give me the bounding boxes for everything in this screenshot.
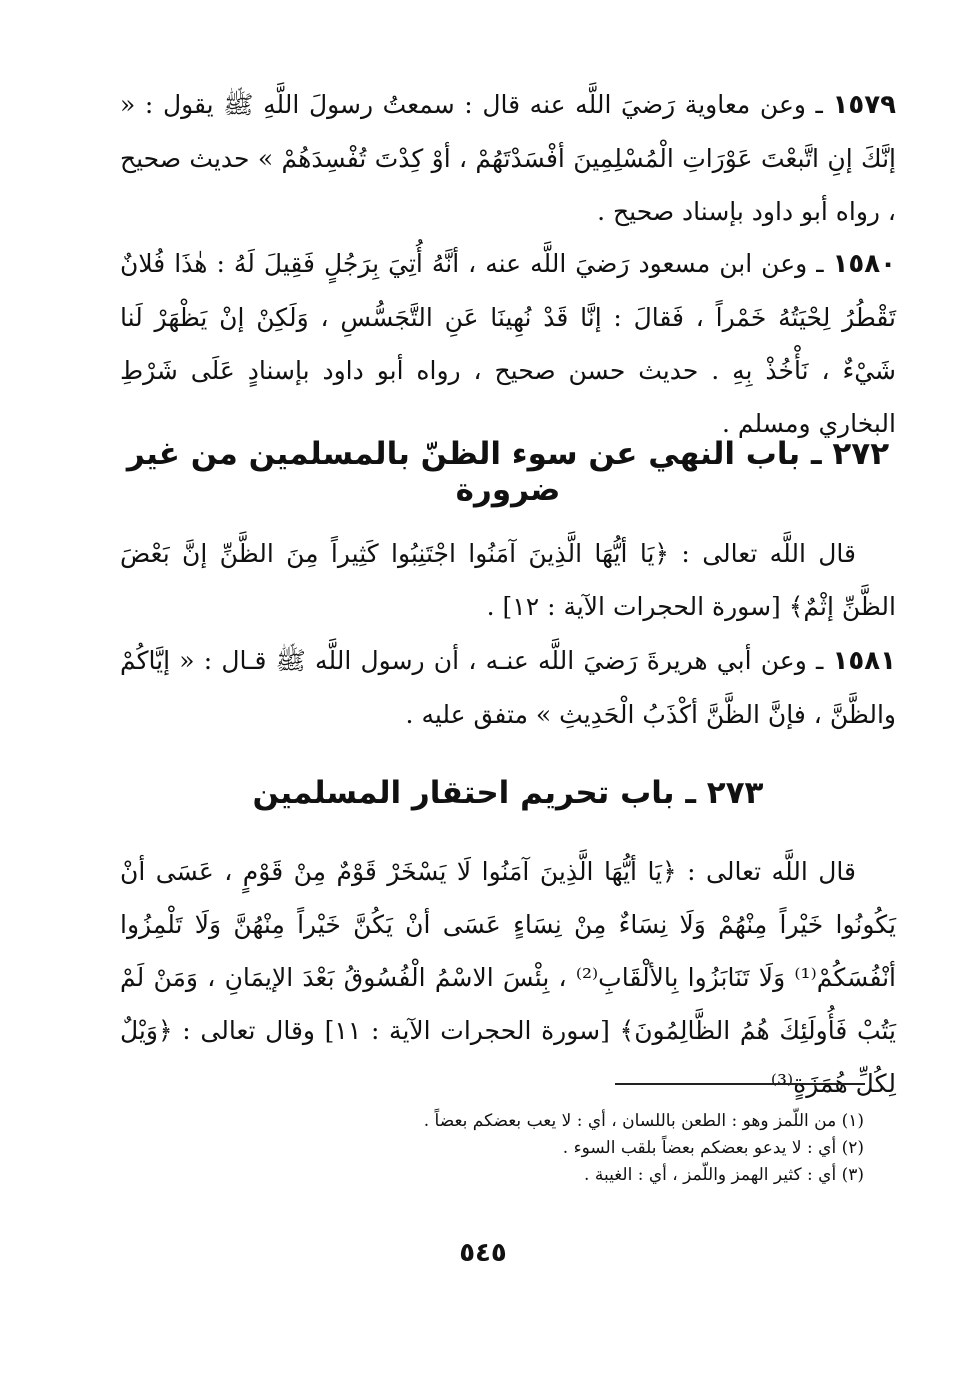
chapter-273-verse — [120, 845, 896, 1110]
hadith-paragraph — [120, 634, 896, 741]
chapter-272-title: ٢٧٢ ـ باب النهي عن سوء الظنّ بالمسلمين من غير ضرورة — [126, 436, 890, 508]
hadith-text: ـ وعن أبي هريرةَ رَضيَ اللَّه عنـه ، أن رسول اللَّه ﷺ قـال : « إيَّاكُمْ والظَّنَّ ، فإنَّ الظَّنَّ أكْذَبُ الْحَدِيثِ » متفق عليه . — [120, 646, 896, 729]
verse-paragraph: قال اللَّه تعالى : ﴿يَا أيُّهَا الَّذِينَ آمَنُوا لَا يَسْخَرْ قَوْمٌ مِنْ قَوْمٍ ، عَسَى أنْ يَكُونُوا خَيْراً مِنْهُمْ وَلَا نِسَاءٌ مِنْ نِسَاءٍ عَسَى أنْ يَكُنَّ خَيْراً مِنْهُنَّ وَلَا تَلْمِزُوا أنْفُسَكُمْ⁽¹⁾ وَلَا تَنَابَزُوا بِالألْقَابِ⁽²⁾ ، بِئْسَ الاسْمُ الْفُسُوقُ بَعْدَ الإيمَانِ ، وَمَنْ لَمْ يَتُبْ فَأُولَئِكَ هُمُ الظَّالِمُونَ﴾ [سورة الحجرات الآية : ١١] وقال تعالى : ﴿وَيْلٌ لِكُلِّ هُمَزَةٍ⁽³⁾ — [120, 857, 896, 1098]
hadith-1581 — [120, 634, 896, 741]
hadith-number: ١٥٨١ — [832, 646, 897, 676]
hadith-number: ١٥٧٩ — [832, 90, 896, 120]
hadith-text: ـ وعن معاوية رَضيَ اللَّه عنه قال : سمعتُ رسولَ اللَّهِ ﷺ يقول : « إنَّكَ إنِ اتَّبعْتَ عَوْرَاتِ الْمُسْلِمِينَ أفْسَدْتَهُمْ ، أوْ كِدْتَ تُفْسِدَهُمْ » حديث صحيح ، رواه أبو داود بإسناد صحيح . — [120, 90, 896, 226]
footnote-divider — [615, 1083, 865, 1085]
hadith-1580 — [120, 237, 896, 450]
chapter-273-title: ٢٧٣ ـ باب تحريم احتقار المسلمين — [252, 775, 764, 811]
footnote-1: (١) من اللّمز وهو : الطعن باللسان ، أي : لا يعب بعضكم بعضاً . — [423, 1111, 864, 1131]
verse-paragraph: قال اللَّه تعالى : ﴿يَا أيُّهَا الَّذِينَ آمَنُوا اجْتَنِبُوا كَثِيراً مِنَ الظَّنِّ إنَّ بَعْضَ الظَّنِّ إثْمٌ﴾ [سورة الحجرات الآية : ١٢] . — [120, 539, 896, 621]
hadith-1579 — [120, 78, 896, 238]
hadith-number: ١٥٨٠ — [832, 249, 896, 279]
hadith-text: ـ وعن ابن مسعود رَضيَ اللَّه عنه ، أنَّهُ أُتِيَ بِرَجُلٍ فَقِيلَ لَهُ : هٰذَا فُلانٌ تَقْطُرُ لِحْيَتُهُ خَمْراً ، فَقالَ : إنَّا قَدْ نُهِينَا عَنِ التَّجَسُّسِ ، وَلَكِنْ إنْ يَظْهَرْ لَنا شَيْءٌ ، نَأْخُذْ بِهِ . حديث حسن صحيح ، رواه أبو داود بإسنادٍ عَلَى شَرْطِ البخاري ومسلم . — [120, 249, 896, 438]
chapter-272-verse — [120, 527, 896, 633]
footnote-3: (٣) أي : كثير الهمز واللّمز ، أي : الغيبة . — [584, 1165, 864, 1185]
page-number: ٥٤٥ — [459, 1238, 507, 1268]
footnote-2: (٢) أي : لا يدعو بعضكم بعضاً بلقب السوء . — [562, 1138, 864, 1158]
hadith-paragraph — [120, 78, 896, 238]
hadith-paragraph — [120, 237, 896, 450]
